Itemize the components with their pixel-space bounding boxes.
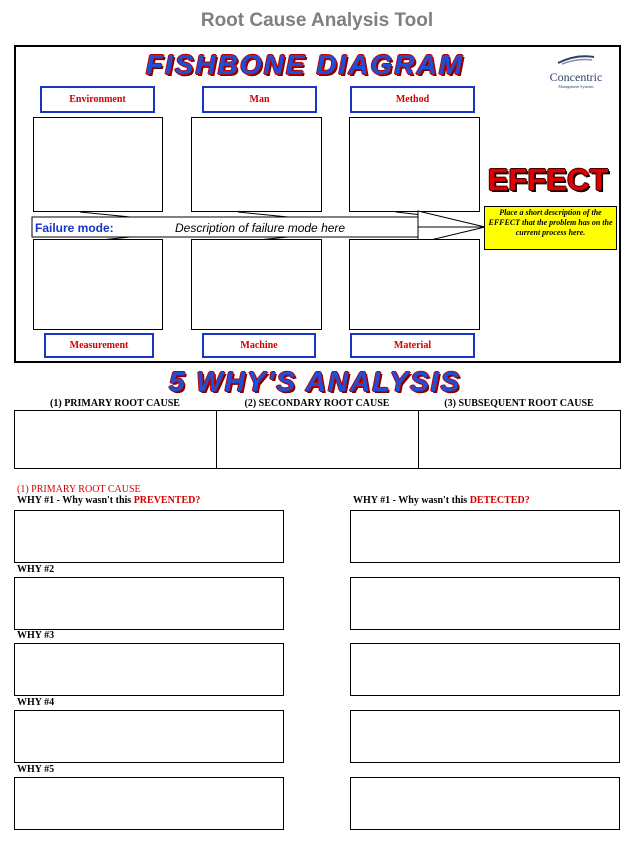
cause-box-method[interactable]: [349, 117, 480, 212]
cause-box-man[interactable]: [191, 117, 322, 212]
effect-title: EFFECT: [487, 162, 609, 197]
cause-box-environment[interactable]: [33, 117, 163, 212]
column-head-primary: (1) PRIMARY ROOT CAUSE: [50, 398, 180, 409]
why3-label: WHY #3: [17, 630, 55, 641]
fishbone-banner: FISHBONE DIAGRAM: [145, 49, 465, 80]
detected-heading: [353, 495, 530, 506]
cause-box-material[interactable]: [349, 239, 480, 330]
prevented-heading: [17, 495, 200, 506]
failure-mode-label: Failure mode:: [35, 221, 114, 235]
company-logo: [538, 52, 614, 90]
primary-root-cause-field[interactable]: [14, 410, 217, 469]
effect-note[interactable]: Place a short description of the EFFECT that the problem has on the current process here.: [484, 206, 617, 250]
cause-box-machine[interactable]: [191, 239, 322, 330]
category-material[interactable]: Material: [350, 333, 475, 358]
why1-prevented-field[interactable]: [14, 510, 284, 563]
detected-heading-prefix: WHY #1 - Why wasn't this: [353, 495, 470, 506]
subsequent-root-cause-field[interactable]: [418, 410, 621, 469]
why5-prevented-field[interactable]: [14, 777, 284, 830]
detected-heading-emphasis: DETECTED?: [469, 495, 530, 506]
why4-detected-field[interactable]: [350, 710, 620, 763]
category-man[interactable]: Man: [202, 86, 317, 113]
logo-tagline: Management Systems: [558, 84, 594, 89]
page-title: Root Cause Analysis Tool: [200, 10, 434, 31]
why5-detected-field[interactable]: [350, 777, 620, 830]
column-head-subsequent: (3) SUBSEQUENT ROOT CAUSE: [444, 398, 594, 409]
category-method[interactable]: Method: [350, 86, 475, 113]
why4-prevented-field[interactable]: [14, 710, 284, 763]
logo-swoosh-icon: [556, 52, 596, 66]
whys-banner: 5 WHY'S ANALYSIS: [168, 366, 462, 397]
category-environment[interactable]: Environment: [40, 86, 155, 113]
why2-detected-field[interactable]: [350, 577, 620, 630]
column-head-secondary: (2) SECONDARY ROOT CAUSE: [244, 398, 390, 409]
why2-prevented-field[interactable]: [14, 577, 284, 630]
category-measurement[interactable]: Measurement: [44, 333, 154, 358]
secondary-root-cause-field[interactable]: [216, 410, 419, 469]
why1-detected-field[interactable]: [350, 510, 620, 563]
cause-box-measurement[interactable]: [33, 239, 163, 330]
logo-name: Concentric: [549, 70, 603, 84]
category-machine[interactable]: Machine: [202, 333, 316, 358]
failure-mode-description[interactable]: Description of failure mode here: [175, 221, 346, 235]
primary-section-label: (1) PRIMARY ROOT CAUSE: [17, 484, 141, 495]
prevented-heading-prefix: WHY #1 - Why wasn't this: [17, 495, 134, 506]
why5-label: WHY #5: [17, 764, 55, 775]
prevented-heading-emphasis: PREVENTED?: [133, 495, 201, 506]
why3-detected-field[interactable]: [350, 643, 620, 696]
why3-prevented-field[interactable]: [14, 643, 284, 696]
why2-label: WHY #2: [17, 564, 55, 575]
why4-label: WHY #4: [17, 697, 55, 708]
